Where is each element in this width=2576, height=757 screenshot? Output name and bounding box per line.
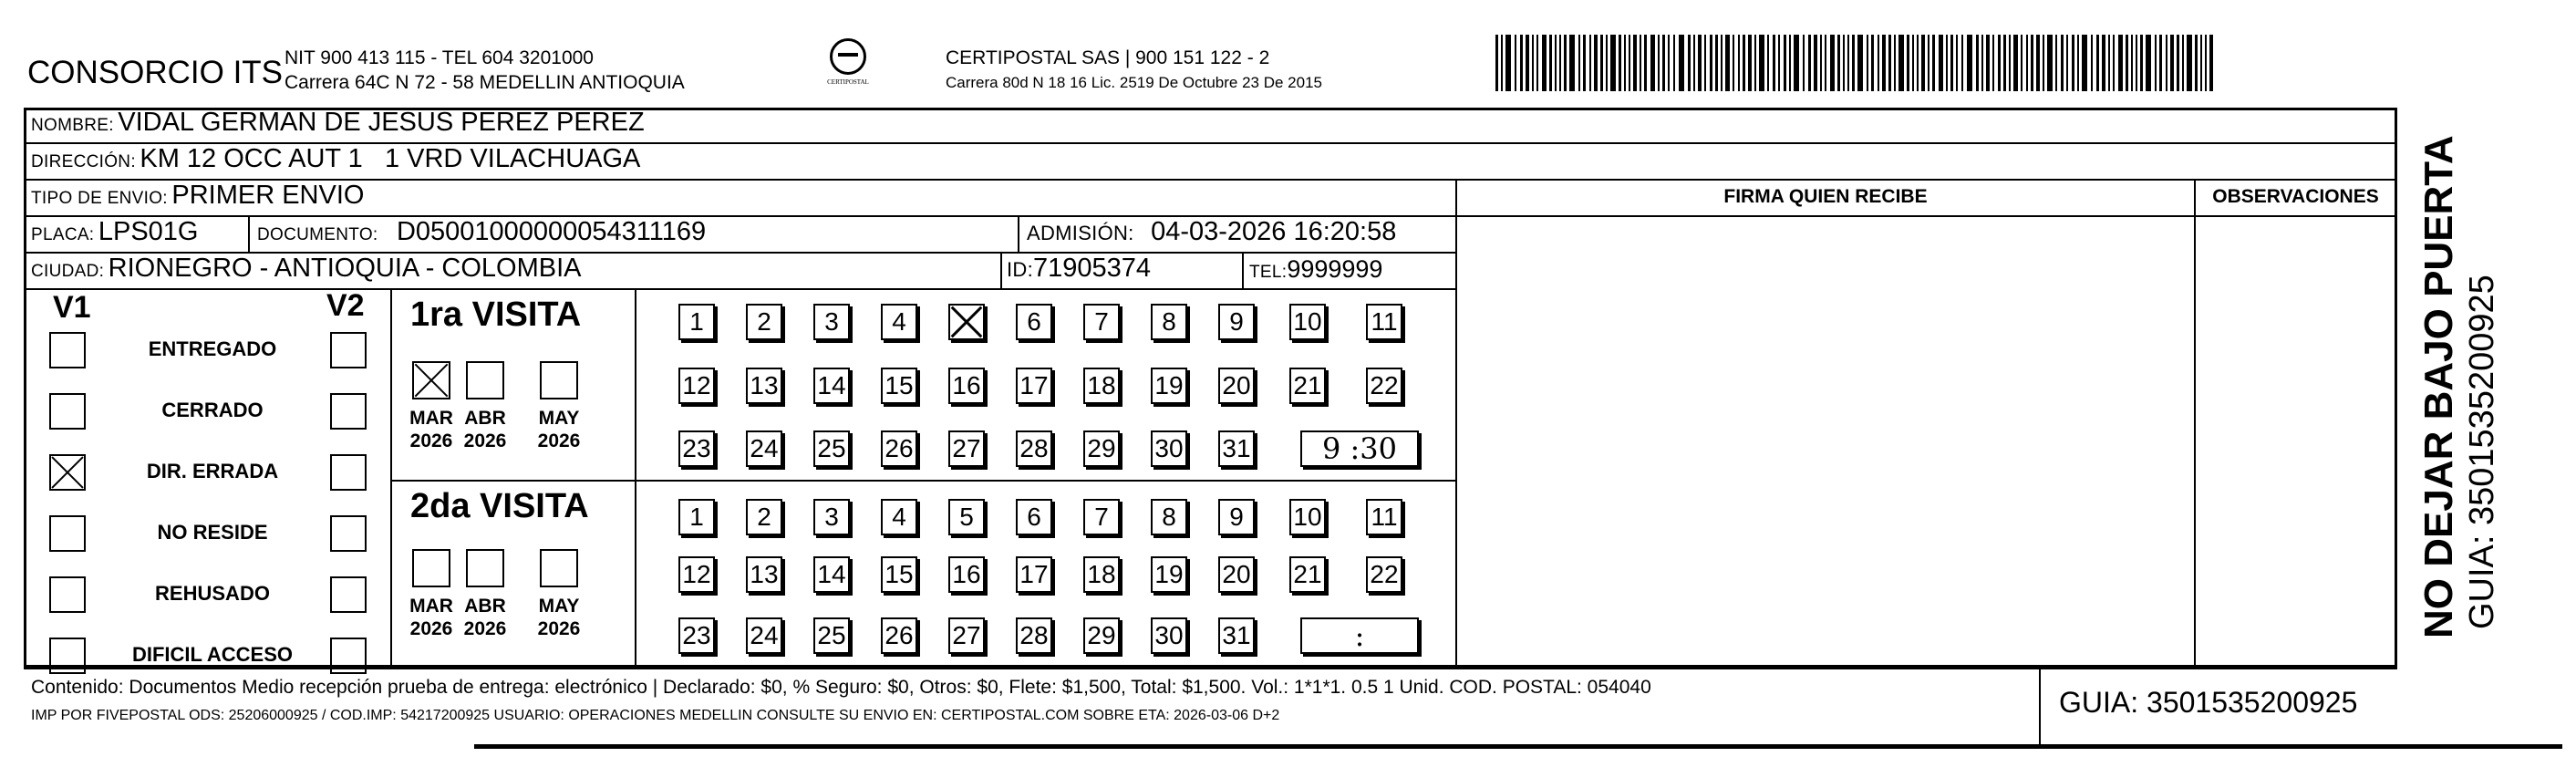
barcode-bar [1992,35,1994,91]
v2-checkbox[interactable] [330,515,367,552]
ciudad-value: RIONEGRO - ANTIOQUIA - COLOMBIA [108,254,582,283]
time-box[interactable]: : [1300,617,1419,654]
day-box[interactable]: 16 [948,368,985,404]
barcode-bar [2200,35,2202,91]
admision-label: ADMISIÓN: [1027,222,1134,244]
day-box[interactable]: 13 [746,556,782,593]
barcode-bar [1946,35,1948,91]
day-box[interactable]: 19 [1151,368,1187,404]
barcode-bar [1725,35,1730,91]
direccion-label: DIRECCIÓN: [31,152,136,171]
barcode-bar [1867,35,1868,91]
barcode-bar [2108,35,2110,91]
imp-line: IMP POR FIVEPOSTAL ODS: 25206000925 / COD.IMP: 54217200925 USUARIO: OPERACIONES MEDELLIN CONSULTE SU ENVIO EN: CERTIPOSTAL.COM SOBRE ETA: 2026-03-06 D+2 [31,708,1280,723]
year-label: 2026 [537,618,581,639]
day-box[interactable]: 6 [1016,499,1052,535]
day-box[interactable]: 5 [948,499,985,535]
day-box[interactable] [948,304,985,340]
barcode-bar [1526,35,1529,91]
barcode-bar [2205,35,2207,91]
barcode-bar [1583,35,1586,91]
barcode-bar [1998,35,2001,91]
day-box[interactable]: 17 [1016,556,1052,593]
barcode-bar [2036,35,2040,91]
barcode-bar [1515,35,1516,91]
time-box[interactable]: 9 :30 [1300,430,1419,467]
barcode-bar [1640,35,1641,91]
ciudad-label: CIUDAD: [31,262,105,281]
bottom-rule [474,744,2562,749]
barcode-bar [2166,35,2167,91]
v1-header: V1 [53,290,91,325]
day-box[interactable]: 8 [1151,499,1187,535]
barcode-bar [1808,35,1811,91]
admision-field [1027,217,1396,247]
barcode-bar [1619,35,1621,91]
barcode-bar [1495,35,1498,91]
day-box[interactable]: 1 [678,499,715,535]
id-label: ID: [1007,258,1034,281]
barcode-bar [1917,35,1919,91]
barcode-bar [1644,35,1647,91]
day-box[interactable]: 1 [678,304,715,340]
v1-checkbox[interactable] [49,393,86,430]
barcode-bar [1956,35,1958,91]
barcode-bar [1688,35,1691,91]
barcode-bar [1748,35,1752,91]
barcode-bar [2131,35,2133,91]
barcode-bar [1976,35,1979,91]
barcode-bar [1789,35,1791,91]
v2-checkbox[interactable] [330,332,367,368]
year-label: 2026 [463,430,507,451]
barcode-bar [2140,35,2143,91]
barcode-bar [2136,35,2137,91]
contenido-line: Contenido: Documentos Medio recepción prueba de entrega: electrónico | Declarado: $0, % Seguro: $0, Otros: $0, Flete: $1,500, Total: $1,500. Vol.: 1*1*1. 0.5 1 Unid. COD. POSTAL: 054040 [31,677,1651,698]
barcode-bar [1939,35,1943,91]
tipo-envio-value: PRIMER ENVIO [171,181,365,210]
barcode-bar [1882,35,1886,91]
barcode-bar [1555,35,1557,91]
barcode-bar [2091,35,2093,91]
year-label: 2026 [463,618,507,639]
side-text [2416,135,2502,638]
barcode-bar [1784,35,1786,91]
barcode-bar [2031,35,2033,91]
barcode-bar [1549,35,1552,91]
v2-checkbox[interactable] [330,576,367,613]
barcode-bar [2195,35,2198,91]
v1-checkbox[interactable] [49,454,86,491]
footer-guia: GUIA: 3501535200925 [2059,686,2358,719]
day-box[interactable]: 8 [1151,304,1187,340]
nombre-label: NOMBRE: [31,116,114,135]
barcode-bar [1794,35,1799,91]
barcode-bar [1907,35,1909,91]
barcode-bar [2126,35,2128,91]
barcode-bar [2072,35,2074,91]
day-box[interactable]: 28 [1016,617,1052,654]
v1-checkbox[interactable] [49,576,86,613]
month-label: MAR [409,408,453,429]
v2-header: V2 [326,288,365,323]
day-box[interactable]: 11 [1366,499,1402,535]
placa-field [31,217,198,247]
day-box[interactable]: 18 [1083,556,1120,593]
barcode-bar [2113,35,2115,91]
month-checkbox[interactable] [540,549,578,587]
barcode-bar [1505,35,1511,91]
day-box[interactable]: 30 [1151,430,1187,467]
barcode-bar [1658,35,1660,91]
barcode-bar [1606,35,1608,91]
barcode-bar [1928,35,1929,91]
day-box[interactable]: 20 [1218,556,1255,593]
day-box[interactable]: 9 [1218,304,1255,340]
barcode-bar [2066,35,2068,91]
barcode-bar [2102,35,2105,91]
barcode-bar [1986,35,1990,91]
barcode-bar [1715,35,1718,91]
barcode-bar [1767,35,1769,91]
barcode-bar [1847,35,1849,91]
barcode-bar [2061,35,2064,91]
barcode-bar [1837,35,1840,91]
barcode-bar [2009,35,2011,91]
status-label: DIR. ERRADA [146,460,279,482]
operator-info [946,46,1322,95]
barcode-bar [1589,35,1591,91]
barcode-bar [2021,35,2023,91]
barcode-bar [2209,35,2213,91]
day-box[interactable]: 21 [1289,556,1326,593]
day-box[interactable]: 19 [1151,556,1187,593]
day-box[interactable]: 24 [746,617,782,654]
barcode-bar [1888,35,1891,91]
month-caption [404,595,459,640]
month-caption [458,407,512,452]
barcode-bar [1743,35,1745,91]
certipostal-logo [825,38,871,102]
barcode-bar [1857,35,1863,91]
barcode-bar [1600,35,1603,91]
day-box[interactable]: 31 [1218,617,1255,654]
barcode-bar [2082,35,2087,91]
status-label: DIFICIL ACCESO [131,643,293,666]
barcode-bar [1624,35,1626,91]
no-dejar-warning: NO DEJAR BAJO PUERTA [2416,135,2461,638]
barcode-bar [2043,35,2044,91]
barcode-bar [1773,35,1775,91]
day-box[interactable]: 14 [813,556,850,593]
month-checkbox[interactable] [412,361,450,399]
day-box[interactable]: 27 [948,430,985,467]
day-box[interactable]: 30 [1151,617,1187,654]
barcode-bar [1668,35,1670,91]
nombre-field [31,108,645,138]
barcode-bar [2077,35,2079,91]
day-box[interactable]: 29 [1083,617,1120,654]
day-box[interactable]: 2 [746,304,782,340]
day-box[interactable]: 17 [1016,368,1052,404]
company-address: Carrera 64C N 72 - 58 MEDELLIN ANTIOQUIA [284,72,685,93]
barcode-bar [2096,35,2099,91]
barcode-bar [1559,35,1561,91]
barcode-bar [1967,35,1972,91]
direccion-value: KM 12 OCC AUT 1 1 VRD VILACHUAGA [140,144,641,173]
day-box[interactable]: 26 [881,617,917,654]
v1-checkbox[interactable] [49,515,86,552]
barcode-bar [1679,35,1684,91]
day-box[interactable]: 15 [881,368,917,404]
barcode-bar [2055,35,2057,91]
tipo-envio-field [31,181,364,211]
barcode-bar [1698,35,1702,91]
placa-label: PLACA: [31,225,95,244]
month-label: MAR [409,596,453,617]
barcode-bar [1673,35,1675,91]
barcode-bar [2118,35,2123,91]
day-box[interactable]: 11 [1366,304,1402,340]
admision-value: 04-03-2026 16:20:58 [1151,217,1397,246]
day-box[interactable]: 21 [1289,368,1326,404]
logo-icon [830,38,866,75]
barcode-bar [1733,35,1734,91]
month-checkbox[interactable] [412,549,450,587]
barcode-bar [1830,35,1835,91]
documento-value: D05001000000054311169 [396,217,707,246]
day-box[interactable]: 16 [948,556,985,593]
barcode-bar [1759,35,1764,91]
barcode-bar [1501,35,1503,91]
barcode-bar [2187,35,2192,91]
barcode-bar [2170,35,2174,91]
day-box[interactable]: 25 [813,430,850,467]
day-box[interactable]: 14 [813,368,850,404]
observaciones-header: OBSERVACIONES [2212,186,2379,207]
barcode-bar [1738,35,1740,91]
day-box[interactable]: 13 [746,368,782,404]
year-label: 2026 [409,618,453,639]
day-box[interactable]: 6 [1016,304,1052,340]
operator-name: CERTIPOSTAL SAS | 900 151 122 - 2 [946,47,1270,68]
day-box[interactable]: 23 [678,617,715,654]
tipo-envio-label: TIPO DE ENVIO: [31,189,168,208]
day-box[interactable]: 24 [746,430,782,467]
barcode-bar [1578,35,1580,91]
firma-header: FIRMA QUIEN RECIBE [1723,186,1928,207]
month-caption [532,595,586,640]
barcode-bar [1536,35,1538,91]
status-label: CERRADO [161,399,264,421]
barcode-bar [2003,35,2006,91]
day-box[interactable]: 27 [948,617,985,654]
month-label: ABR [464,408,506,429]
id-field [1007,254,1151,284]
barcode-bar [1950,35,1953,91]
day-box[interactable]: 20 [1218,368,1255,404]
day-box[interactable]: 7 [1083,499,1120,535]
month-caption [458,595,512,640]
barcode-bar [2177,35,2179,91]
barcode-bar [1961,35,1963,91]
barcode-bar [1878,35,1879,91]
barcode-bar [1921,35,1925,91]
barcode-bar [2159,35,2162,91]
tel-field [1249,255,1382,284]
barcode-bar [1820,35,1822,91]
barcode-bar [1843,35,1845,91]
barcode-bar [1564,35,1567,91]
barcode-bar [1633,35,1637,91]
barcode-bar [2146,35,2151,91]
placa-value: LPS01G [98,217,199,246]
barcode-bar [1912,35,1914,91]
month-caption [532,407,586,452]
day-box[interactable]: 9 [1218,499,1255,535]
day-box[interactable]: 12 [678,556,715,593]
barcode-bar [2026,35,2028,91]
first-visit-title: 1ra VISITA [410,296,582,334]
second-visit-title: 2da VISITA [410,487,589,525]
v2-checkbox[interactable] [330,393,367,430]
logo-text: CERTIPOSTAL [827,78,869,86]
barcode-bar [1871,35,1874,91]
v2-checkbox[interactable] [330,454,367,491]
month-checkbox[interactable] [540,361,578,399]
barcode-bar [2155,35,2157,91]
barcode-bar [1721,35,1723,91]
barcode-bar [1704,35,1706,91]
barcode-bar [1932,35,1935,91]
day-box[interactable]: 7 [1083,304,1120,340]
barcode [1495,35,2225,91]
company-nit: NIT 900 413 115 - TEL 604 3201000 [284,47,594,68]
day-box[interactable]: 10 [1289,499,1326,535]
barcode-bar [2047,35,2053,91]
tel-value: 9999999 [1287,255,1383,283]
day-box[interactable]: 3 [813,499,850,535]
barcode-bar [1662,35,1665,91]
barcode-bar [1981,35,1983,91]
month-caption [404,407,459,452]
day-box[interactable]: 15 [881,556,917,593]
barcode-bar [1629,35,1630,91]
barcode-bar [1542,35,1547,91]
barcode-bar [1532,35,1534,91]
barcode-bar [2182,35,2184,91]
day-box[interactable]: 3 [813,304,850,340]
barcode-bar [1852,35,1855,91]
status-label: ENTREGADO [148,337,277,360]
company-name: CONSORCIO ITS [27,55,284,90]
id-value: 71905374 [1033,254,1152,283]
day-box[interactable]: 23 [678,430,715,467]
barcode-bar [1778,35,1780,91]
tel-label: TEL: [1249,263,1288,282]
ciudad-field [31,254,582,284]
v1-checkbox[interactable] [49,332,86,368]
barcode-bar [1569,35,1575,91]
barcode-bar [1898,35,1904,91]
documento-field [257,217,706,247]
barcode-bar [1610,35,1616,91]
day-box[interactable]: 25 [813,617,850,654]
day-box[interactable]: 10 [1289,304,1326,340]
day-box[interactable]: 26 [881,430,917,467]
barcode-bar [1594,35,1598,91]
day-box[interactable]: 12 [678,368,715,404]
v2-checkbox[interactable] [330,638,367,674]
barcode-bar [1814,35,1817,91]
day-box[interactable]: 4 [881,499,917,535]
status-label: NO RESIDE [157,521,268,544]
barcode-bar [1803,35,1805,91]
v1-checkbox[interactable] [49,638,86,674]
barcode-bar [2013,35,2018,91]
direccion-field [31,144,640,174]
side-guia: GUIA: 3501535200925 [2463,275,2501,629]
year-label: 2026 [409,430,453,451]
documento-label: DOCUMENTO: [257,225,378,244]
operator-license: Carrera 80d N 18 16 Lic. 2519 De Octubre 23 De 2015 [946,74,1322,91]
month-label: ABR [464,596,506,617]
day-box[interactable]: 4 [881,304,917,340]
month-label: MAY [538,596,580,617]
barcode-bar [1754,35,1756,91]
day-box[interactable]: 31 [1218,430,1255,467]
barcode-bar [1894,35,1896,91]
barcode-bar [1650,35,1655,91]
nombre-value: VIDAL GERMAN DE JESUS PEREZ PEREZ [118,108,645,137]
day-box[interactable]: 18 [1083,368,1120,404]
day-box[interactable]: 29 [1083,430,1120,467]
day-box[interactable]: 2 [746,499,782,535]
status-label: REHUSADO [155,582,270,605]
barcode-bar [1710,35,1712,91]
year-label: 2026 [537,430,581,451]
month-label: MAY [538,408,580,429]
day-box[interactable]: 28 [1016,430,1052,467]
day-box[interactable]: 22 [1366,556,1402,593]
barcode-bar [1825,35,1826,91]
barcode-bar [1520,35,1523,91]
month-checkbox[interactable] [466,549,504,587]
barcode-bar [1693,35,1695,91]
day-box[interactable]: 22 [1366,368,1402,404]
month-checkbox[interactable] [466,361,504,399]
company-info [284,46,685,95]
